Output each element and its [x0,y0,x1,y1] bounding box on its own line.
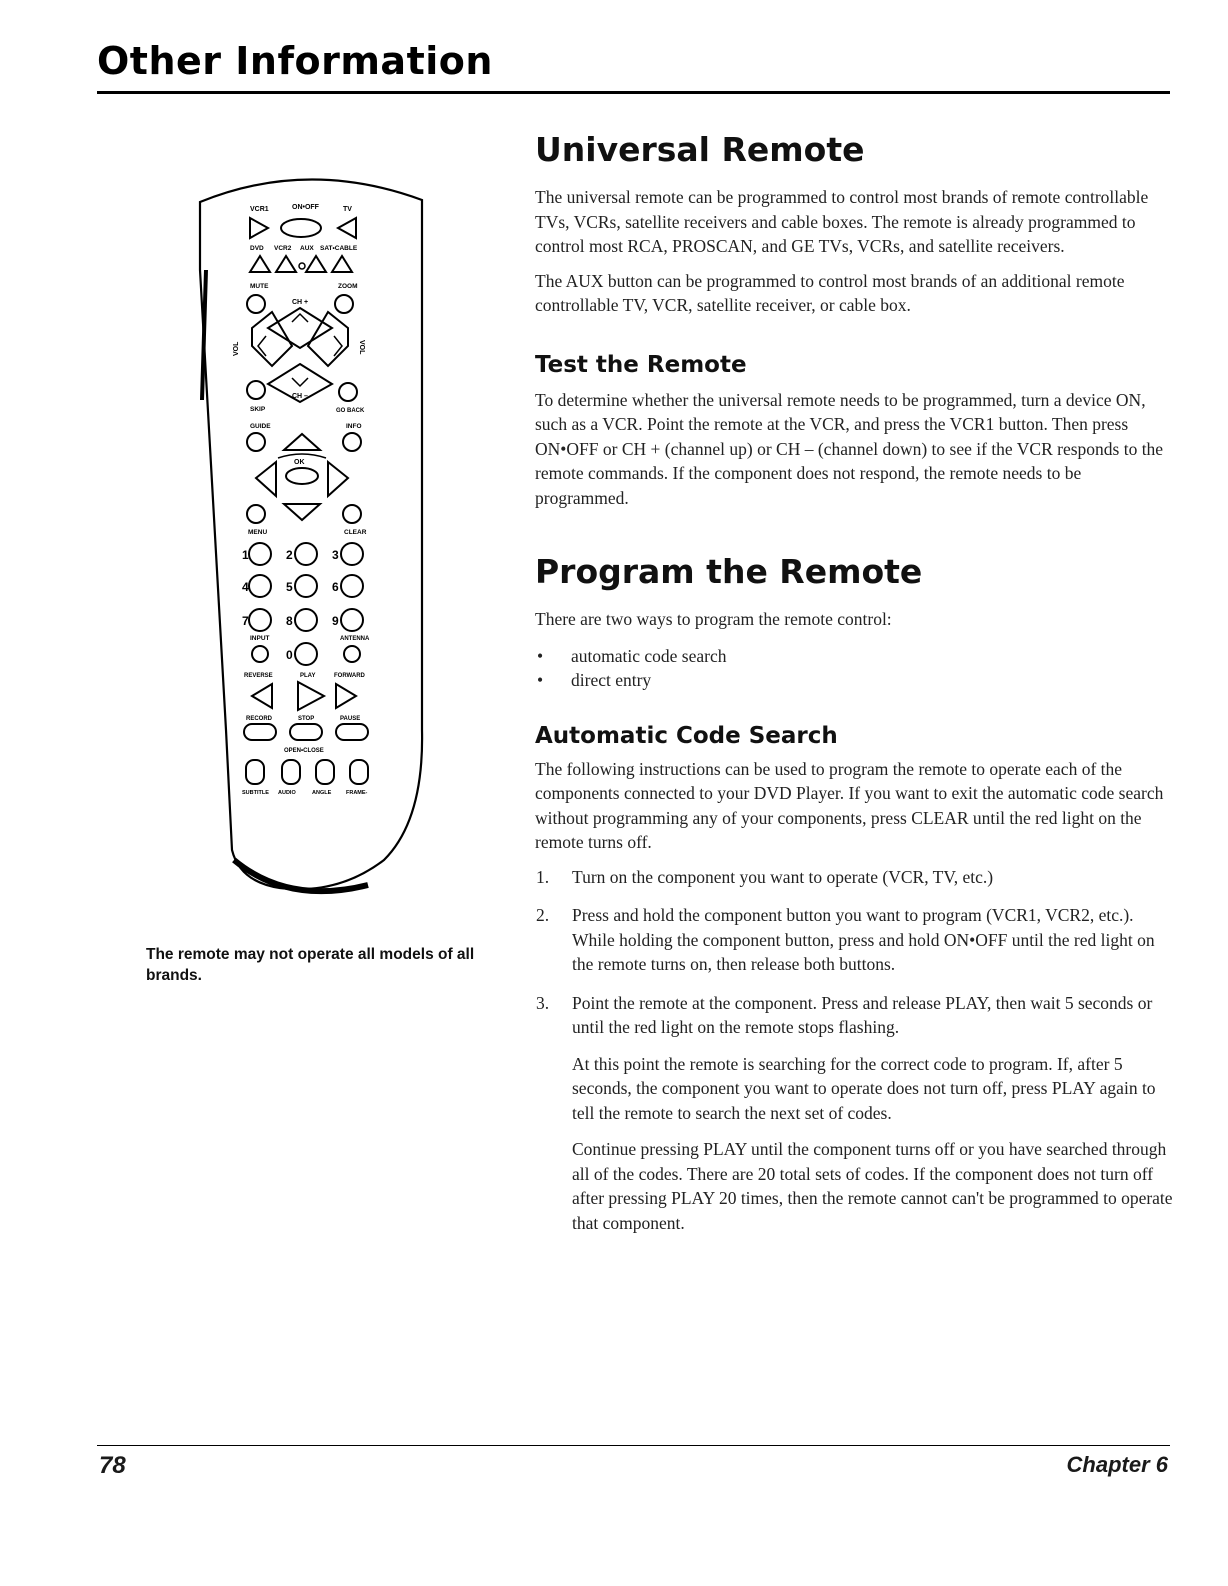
universal-remote-heading: Universal Remote [535,130,865,169]
remote-label-audio: AUDIO [278,790,296,796]
remote-label-stop: STOP [298,716,315,722]
step-text: Turn on the component you want to operate (VCR, TV, etc.) [572,866,994,887]
program-remote-intro: There are two ways to program the remote control: [535,609,892,629]
remote-label-d8: 8 [286,614,293,628]
step-text: Press and hold the component button you want to program (VCR1, VCR2, etc.). While holding the component button, press and hold ON•OFF until the red light on the remote turns on, then release both buttons. [572,905,1155,974]
remote-label-d9: 9 [332,614,339,628]
remote-label-ch-plus: CH + [292,299,309,306]
step-number: 3. [536,992,550,1013]
page-header-title: Other Information [97,39,493,83]
automatic-code-search-paragraph: The following instructions can be used to program the remote to operate each of the components connected to your DVD Player. If you want to exit the automatic code search without programming any of your components, press CLEAR until the red light on the remote turns off. [535,758,1164,852]
remote-label-input: INPUT [250,635,270,642]
remote-label-ch-minus: CH – [292,393,308,400]
page-number: 78 [99,1452,126,1479]
remote-label-forward: FORWARD [334,673,365,679]
remote-label-skip: SKIP [250,406,266,413]
step-item [535,991,1175,1040]
remote-label-zoom: ZOOM [338,283,358,290]
remote-label-antenna: ANTENNA [340,636,370,642]
remote-label-play: PLAY [300,673,316,679]
step-number: 1. [536,866,550,887]
universal-remote-paragraph-2: The AUX button can be programmed to control most brands of an additional remote controllable TV, VCR, satellite receiver, or cable box. [535,270,1125,315]
step-3-note-2: Continue pressing PLAY until the component turns off or you have searched through all of the codes. There are 20 total sets of codes. If the component does not turn off after pressing PLAY 20 times, then the remote cannot can't be programmed to operate that component. [572,1139,1173,1233]
remote-label-clear: CLEAR [344,529,367,536]
footer-rule [97,1445,1170,1446]
remote-label-d3: 3 [332,548,339,562]
step-item [535,903,1175,977]
remote-label-d7: 7 [242,614,249,628]
step-text: Point the remote at the component. Press and release PLAY, then wait 5 seconds or until the red light on the remote stops flashing. [572,992,1153,1037]
remote-label-pause: PAUSE [340,716,361,722]
remote-label-vol-left: VOL [233,341,240,356]
test-remote-heading: Test the Remote [535,351,747,378]
remote-label-d4: 4 [242,580,249,594]
remote-label-d0: 0 [286,648,293,662]
remote-label-record: RECORD [246,716,273,722]
remote-label-aux: AUX [300,245,314,252]
remote-label-vol-right: VOL [358,340,365,355]
remote-drawing [188,170,428,915]
remote-label-ok: OK [294,459,305,466]
remote-label-dvd: DVD [250,245,264,252]
automatic-code-search-heading: Automatic Code Search [535,722,838,749]
remote-label-angle: ANGLE [312,790,332,796]
remote-caption: The remote may not operate all models of all brands. [146,946,475,984]
chapter-label: Chapter 6 [1066,1452,1168,1477]
remote-label-frame: FRAME- [346,790,368,796]
remote-label-d2: 2 [286,548,293,562]
program-method-item: • direct entry [535,668,1175,693]
remote-label-d1: 1 [242,548,249,562]
main-content [535,130,1175,1235]
universal-remote-paragraph-1: The universal remote can be programmed to control most brands of remote controllable TVs, VCRs, satellite receivers and cable boxes. The remote is already programmed to control most RCA, PROSCAN, and GE TVs, VCRs, and satellite receivers. [535,187,1149,256]
remote-label-info: INFO [346,423,362,430]
remote-label-guide: GUIDE [250,423,271,430]
remote-label-tv: TV [343,206,352,213]
remote-label-d5: 5 [286,580,293,594]
remote-label-open-close: OPEN•CLOSE [284,748,324,754]
remote-label-go-back: GO BACK [336,408,365,414]
remote-label-vcr2: VCR2 [274,245,292,252]
step-number: 2. [536,905,550,925]
header-rule [97,91,1170,94]
remote-label-reverse: REVERSE [244,673,273,679]
remote-label-mute: MUTE [250,283,269,290]
program-method-item: • automatic code search [535,644,1175,669]
remote-label-menu: MENU [248,529,268,536]
step-3-note-1: At this point the remote is searching for the correct code to program. If, after 5 seconds, the component you want to operate does not turn off, press PLAY again to tell the remote to search the next set of codes. [572,1053,1156,1123]
remote-label-d6: 6 [332,580,339,594]
remote-label-sat-cable: SAT•CABLE [320,245,358,252]
remote-label-subtitle: SUBTITLE [242,790,269,796]
remote-label-vcr1: VCR1 [250,206,269,213]
program-remote-heading: Program the Remote [535,552,923,591]
remote-label-on-off: ON•OFF [292,204,319,211]
test-remote-paragraph: To determine whether the universal remote needs to be programmed, turn a device ON, such as a VCR. Point the remote at the VCR, and press the VCR1 button. Then press ON•OFF or CH + (channel up) or CH – (channel down) to see if the VCR responds to the remote commands. If the component does not respond, the remote needs to be programmed. [535,389,1164,508]
remote-illustration [188,170,428,915]
step-item [535,865,1175,890]
